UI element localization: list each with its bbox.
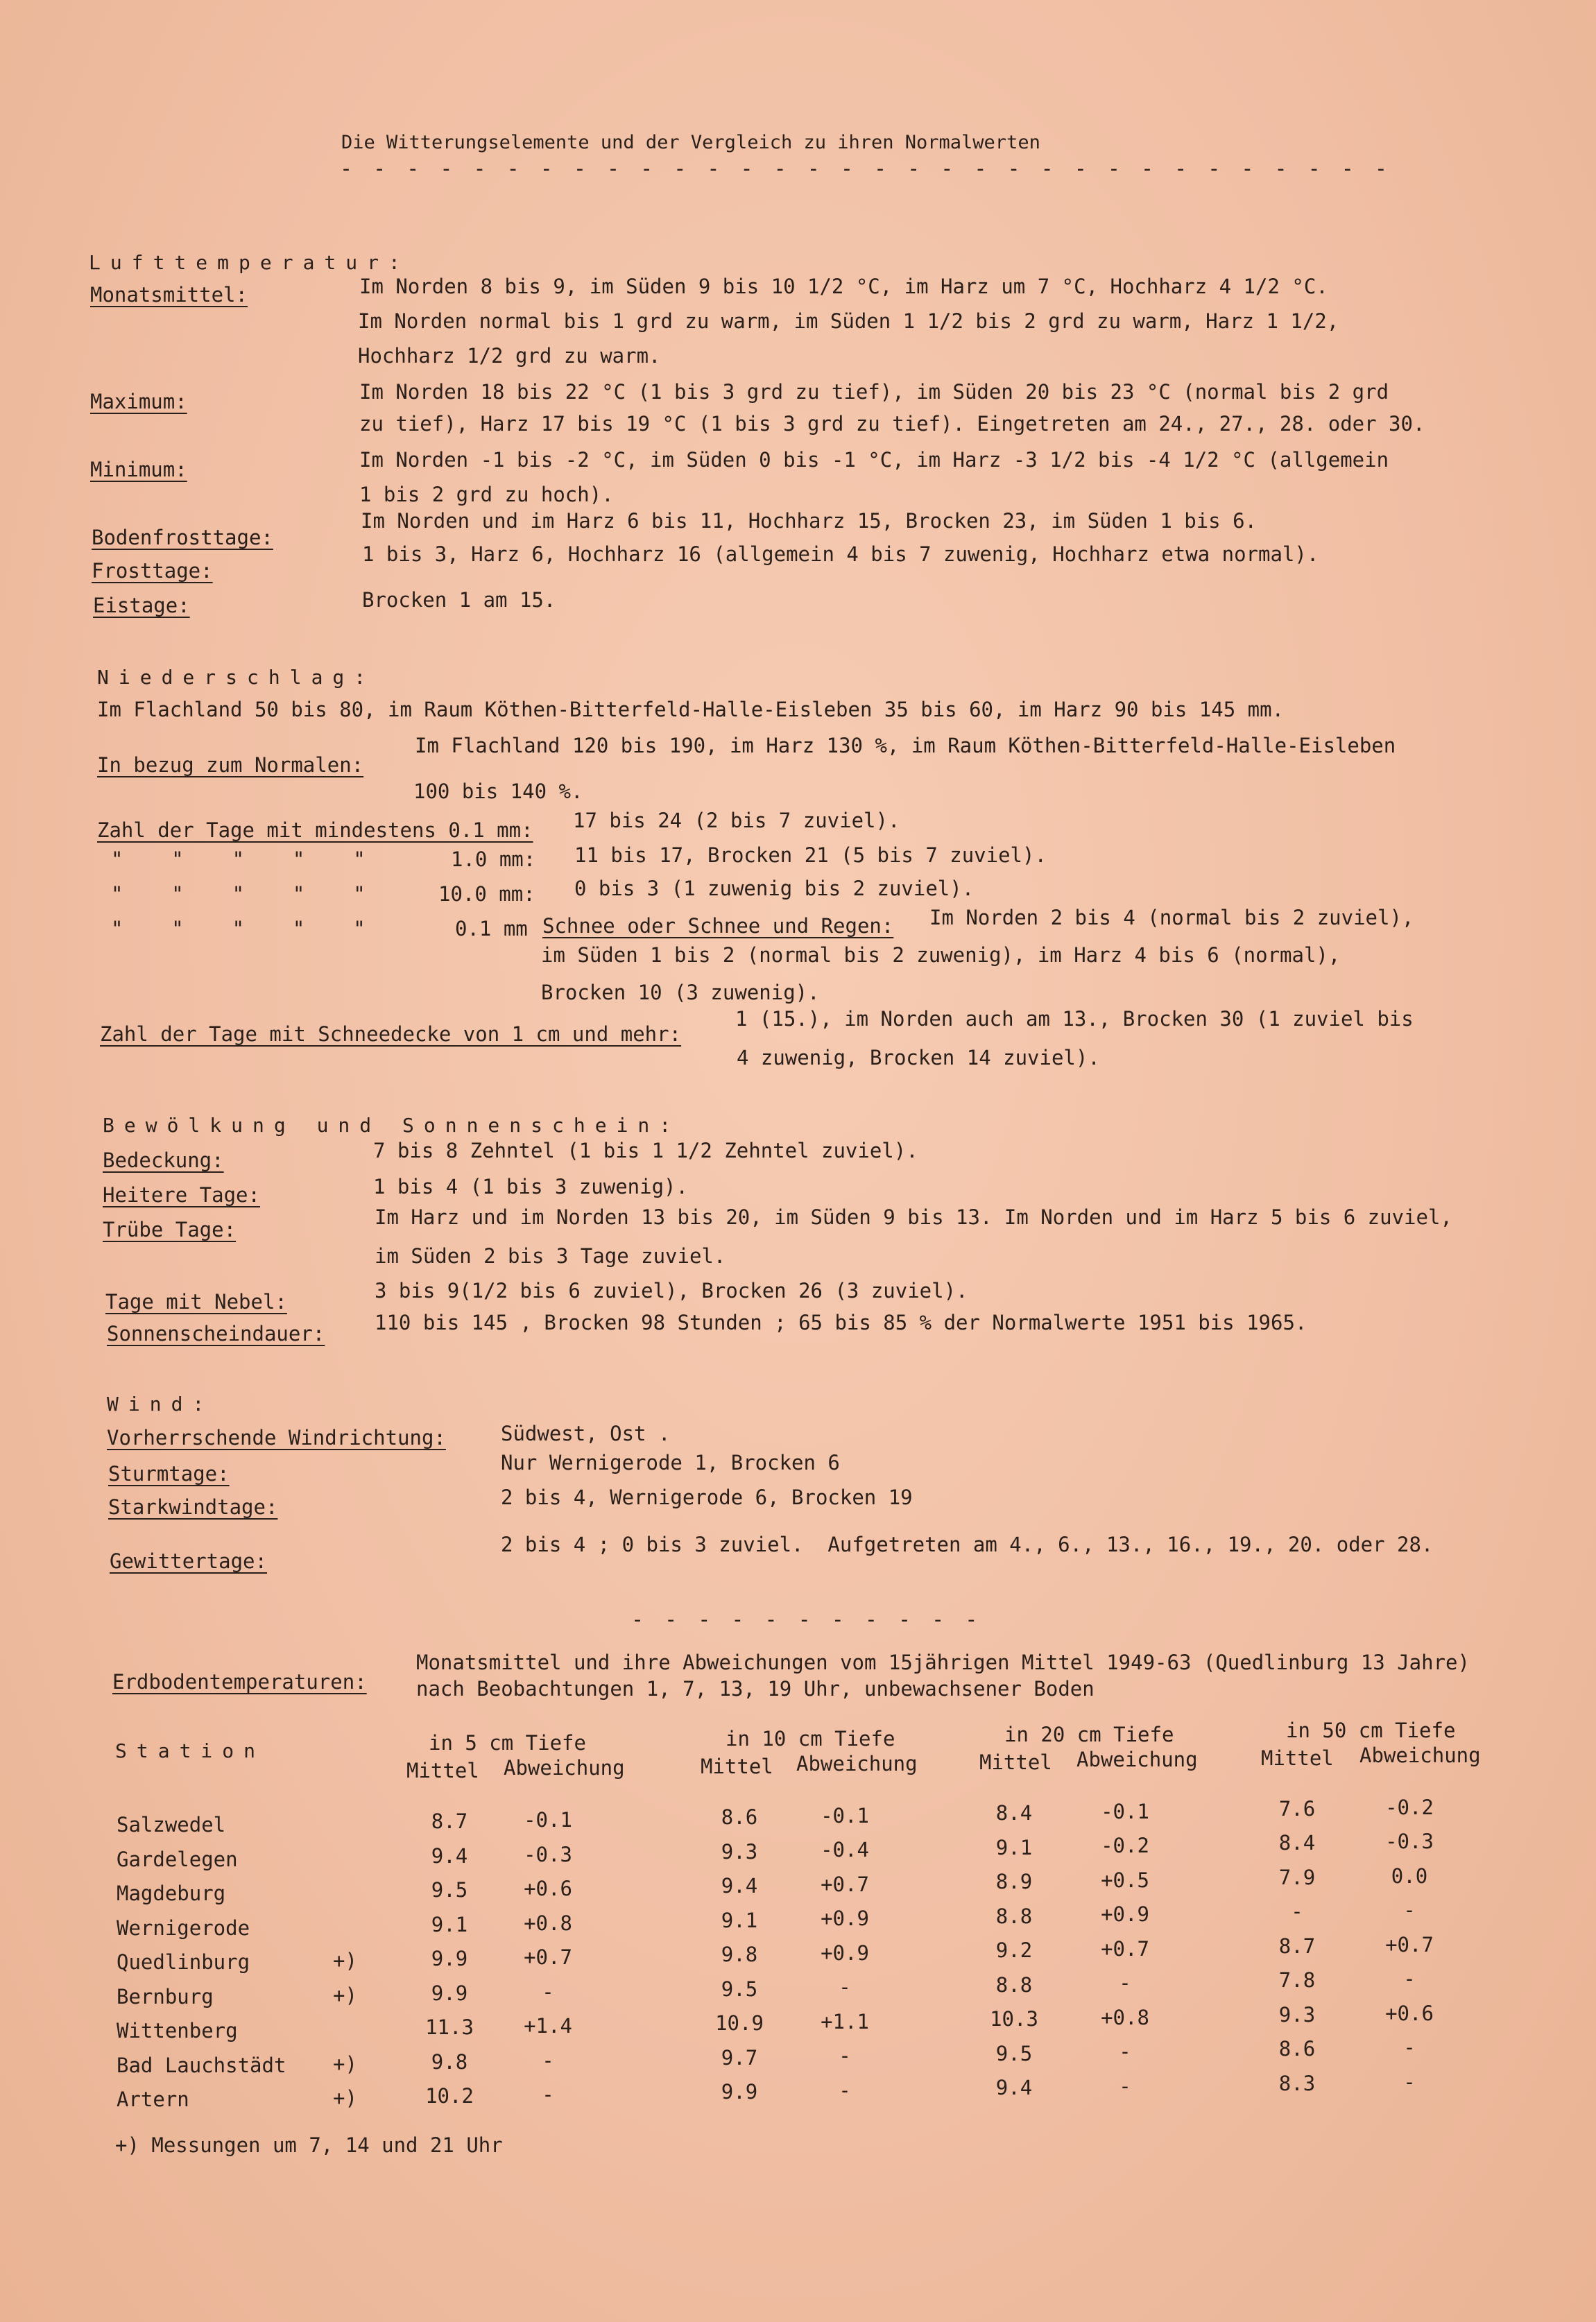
value-schnee-2: im Süden 1 bis 2 (normal bis 2 zuwenig), im Harz 4 bis 6 (normal),	[541, 943, 1341, 967]
table-cell-abweichung: -	[1119, 1971, 1131, 1995]
amount-10mm: 10.0 mm:	[438, 882, 535, 906]
table-cell-abweichung: -0.2	[1101, 1834, 1149, 1858]
niederschlag-line-1: Im Flachland 50 bis 80, im Raum Köthen-Bitterfeld-Halle-Eisleben 35 bis 60, im Harz 90 bis 145 mm.	[97, 698, 1285, 721]
value-monatsmittel-2: Im Norden normal bis 1 grd zu warm, im Süden 1 1/2 bis 2 grd zu warm, Harz 1 1/2,	[358, 309, 1339, 333]
table-row-station-name: Gardelegen	[117, 1847, 238, 1871]
table-cell-mittel: 9.4	[721, 1874, 758, 1898]
table-cell-mittel: 9.9	[431, 1981, 468, 2005]
table-row-station-name: Salzwedel	[117, 1813, 226, 1837]
table-cell-abweichung: -	[542, 2083, 554, 2107]
value-zahl-tage-3: 0 bis 3 (1 zuwenig bis 2 zuviel).	[574, 877, 975, 900]
table-cell-abweichung: -	[839, 2044, 851, 2068]
value-bedeckung: 7 bis 8 Zehntel (1 bis 1 1/2 Zehntel zuviel).	[373, 1139, 918, 1162]
table-row-footnote-mark: +)	[333, 1983, 357, 2007]
table-cell-mittel: 8.9	[995, 1870, 1033, 1894]
table-subheader-mittel-50cm: Mittel	[1261, 1746, 1334, 1770]
table-cell-mittel: 9.9	[431, 1947, 468, 1971]
label-schnee: Schnee oder Schnee und Regen:	[542, 914, 894, 938]
value-schneedecke-2: 4 zuwenig, Brocken 14 zuviel).	[737, 1046, 1100, 1069]
table-cell-abweichung: -	[542, 1979, 554, 2004]
table-cell-abweichung: -0.1	[1101, 1799, 1149, 1823]
table-cell-mittel: 9.1	[721, 1908, 758, 1932]
table-cell-mittel: 8.6	[721, 1805, 758, 1829]
table-header-depth-10cm: in 10 cm Tiefe	[726, 1727, 895, 1751]
label-truebe-tage: Trübe Tage:	[103, 1218, 237, 1241]
value-schnee-1: Im Norden 2 bis 4 (normal bis 2 zuviel),	[929, 906, 1414, 929]
table-cell-mittel: 8.7	[1278, 1934, 1316, 1958]
value-tage-mit-nebel: 3 bis 9(1/2 bis 6 zuviel), Brocken 26 (3 zuviel).	[375, 1279, 968, 1302]
table-cell-mittel: 8.7	[431, 1809, 468, 1834]
table-cell-mittel: 10.3	[990, 2007, 1038, 2031]
table-cell-mittel: 9.1	[431, 1912, 468, 1936]
table-cell-mittel: 10.9	[715, 2011, 764, 2035]
erdboden-description-1: Monatsmittel und ihre Abweichungen vom 15jährigen Mittel 1949-63 (Quedlinburg 13 Jahre)	[416, 1651, 1470, 1674]
table-cell-mittel: 7.9	[1278, 1865, 1316, 1889]
table-cell-abweichung: +0.7	[1101, 1936, 1149, 1961]
value-sonnenscheindauer: 110 bis 145 , Brocken 98 Stunden ; 65 bis 85 % der Normalwerte 1951 bis 1965.	[375, 1311, 1307, 1334]
table-cell-mittel: 10.2	[425, 2084, 474, 2108]
table-header-depth-20cm: in 20 cm Tiefe	[1004, 1723, 1174, 1746]
label-erdbodentemperaturen: Erdbodentemperaturen:	[112, 1670, 367, 1694]
table-cell-mittel: 9.2	[995, 1938, 1033, 1963]
value-schneedecke-1: 1 (15.), im Norden auch am 13., Brocken 30 (1 zuviel bis	[735, 1007, 1414, 1031]
table-header-station: Station	[115, 1739, 266, 1762]
section-heading-niederschlag: Niederschlag:	[97, 666, 376, 689]
table-cell-mittel: 8.6	[1278, 2037, 1316, 2061]
label-windrichtung: Vorherrschende Windrichtung:	[107, 1426, 446, 1450]
value-heitere-tage: 1 bis 4 (1 bis 3 zuwenig).	[373, 1175, 688, 1198]
table-subheader-abweichung-20cm: Abweichung	[1076, 1748, 1198, 1771]
table-cell-mittel: 9.9	[721, 2080, 758, 2104]
value-monatsmittel-1: Im Norden 8 bis 9, im Süden 9 bis 10 1/2 °C, im Harz um 7 °C, Hochharz 4 1/2 °C.	[359, 275, 1328, 298]
value-in-bezug-2: 100 bis 140 %.	[413, 780, 583, 803]
table-subheader-mittel-5cm: Mittel	[406, 1759, 479, 1782]
value-schnee-3: Brocken 10 (3 zuwenig).	[541, 981, 820, 1004]
amount-1mm: 1.0 mm:	[451, 848, 536, 871]
table-cell-abweichung: +0.9	[821, 1907, 869, 1931]
table-cell-abweichung: +0.9	[821, 1941, 869, 1965]
table-row-footnote-mark: +)	[333, 1949, 357, 1972]
table-row-footnote-mark: +)	[333, 2052, 357, 2076]
table-cell-mittel: 9.8	[721, 1943, 758, 1966]
table-cell-mittel: 8.8	[995, 1972, 1033, 1997]
table-row-station-name: Magdeburg	[117, 1882, 226, 1905]
table-cell-abweichung: -	[1403, 1898, 1416, 1923]
table-subheader-abweichung-5cm: Abweichung	[504, 1756, 625, 1780]
label-zahl-tage: Zahl der Tage mit mindestens 0.1 mm:	[97, 818, 533, 842]
table-cell-mittel: 9.1	[995, 1835, 1033, 1859]
label-bedeckung: Bedeckung:	[103, 1149, 224, 1172]
table-cell-abweichung: -	[542, 2048, 554, 2072]
table-row-station-name: Bernburg	[117, 1984, 214, 2009]
table-cell-abweichung: +1.4	[524, 2014, 572, 2038]
table-cell-abweichung: -0.4	[821, 1838, 869, 1862]
table-cell-abweichung: -0.3	[1385, 1830, 1434, 1854]
table-cell-abweichung: -0.1	[821, 1803, 869, 1828]
label-maximum: Maximum:	[90, 390, 187, 413]
table-cell-mittel: 9.5	[995, 2041, 1033, 2065]
table-header-depth-50cm: in 50 cm Tiefe	[1286, 1719, 1456, 1742]
label-starkwindtage: Starkwindtage:	[108, 1495, 278, 1519]
table-cell-mittel: 7.8	[1278, 1968, 1316, 1993]
table-subheader-abweichung-10cm: Abweichung	[796, 1752, 918, 1775]
table-row-footnote-mark: +)	[333, 2086, 357, 2110]
value-zahl-tage-1: 17 bis 24 (2 bis 7 zuviel).	[573, 809, 900, 832]
table-cell-abweichung: +0.6	[524, 1877, 572, 1901]
label-bodenfrosttage: Bodenfrosttage:	[92, 526, 273, 549]
table-cell-mittel: 7.6	[1278, 1796, 1316, 1821]
amount-0-1mm: 0.1 mm	[455, 917, 528, 940]
value-starkwindtage: 2 bis 4, Wernigerode 6, Brocken 19	[501, 1486, 913, 1509]
value-windrichtung: Südwest, Ost .	[501, 1422, 671, 1445]
table-cell-mittel: 8.4	[1278, 1831, 1316, 1855]
table-cell-mittel: 9.7	[721, 2045, 758, 2070]
table-cell-abweichung: +0.5	[1101, 1868, 1149, 1892]
table-row-station-name: Wernigerode	[117, 1916, 250, 1940]
label-tage-mit-nebel: Tage mit Nebel:	[105, 1290, 287, 1314]
table-cell-abweichung: +0.8	[524, 1911, 572, 1935]
table-cell-mittel: 9.3	[1278, 2002, 1316, 2027]
table-subheader-mittel-20cm: Mittel	[979, 1751, 1052, 1774]
table-cell-mittel: 9.5	[721, 1977, 758, 2001]
value-minimum-1: Im Norden -1 bis -2 °C, im Süden 0 bis -1 °C, im Harz -3 1/2 bis -4 1/2 °C (allgemein	[359, 448, 1389, 472]
label-eistage: Eistage:	[93, 594, 190, 617]
label-in-bezug: In bezug zum Normalen:	[97, 753, 364, 777]
document-title: Die Witterungselemente und der Vergleich zu ihren Normalwerten	[341, 132, 1040, 153]
value-maximum-1: Im Norden 18 bis 22 °C (1 bis 3 grd zu tief), im Süden 20 bis 23 °C (normal bis 2 grd	[359, 380, 1389, 404]
value-in-bezug-1: Im Flachland 120 bis 190, im Harz 130 %, im Raum Köthen-Bitterfeld-Halle-Eisleben	[415, 734, 1396, 757]
value-monatsmittel-3: Hochharz 1/2 grd zu warm.	[358, 344, 661, 368]
value-eistage: Brocken 1 am 15.	[362, 588, 556, 612]
label-monatsmittel: Monatsmittel:	[90, 283, 248, 307]
label-gewittertage: Gewittertage:	[110, 1549, 267, 1573]
table-cell-abweichung: +0.7	[821, 1872, 869, 1896]
table-cell-mittel: 8.8	[995, 1904, 1033, 1928]
label-minimum: Minimum:	[90, 458, 187, 481]
table-cell-abweichung: -0.2	[1385, 1795, 1434, 1819]
value-maximum-2: zu tief), Harz 17 bis 19 °C (1 bis 3 grd zu tief). Eingetreten am 24., 27., 28. oder 30.	[359, 412, 1425, 436]
label-heitere-tage: Heitere Tage:	[103, 1183, 260, 1207]
table-footnote: +) Messungen um 7, 14 und 21 Uhr	[115, 2133, 503, 2157]
table-cell-abweichung: -	[1119, 2040, 1131, 2064]
table-row-station-name: Artern	[117, 2088, 189, 2111]
section-heading-wind: Wind:	[107, 1393, 214, 1416]
table-cell-abweichung: +0.7	[1385, 1932, 1434, 1957]
table-header-depth-5cm: in 5 cm Tiefe	[429, 1731, 586, 1755]
table-cell-abweichung: -	[1403, 1967, 1416, 1991]
table-cell-mittel: 9.8	[431, 2049, 468, 2074]
table-row-station-name: Wittenberg	[117, 2019, 238, 2043]
value-sturmtage: Nur Wernigerode 1, Brocken 6	[501, 1451, 840, 1474]
table-cell-abweichung: +1.1	[821, 2009, 869, 2033]
erdboden-description-2: nach Beobachtungen 1, 7, 13, 19 Uhr, unbewachsener Boden	[416, 1677, 1095, 1701]
table-cell-abweichung: +0.6	[1385, 2001, 1434, 2025]
table-cell-abweichung: -	[1119, 2074, 1131, 2098]
title-underline: - - - - - - - - - - - - - - - - - - - - - - - - - - - - - - - -	[340, 157, 1391, 181]
table-cell-abweichung: -0.1	[524, 1808, 572, 1832]
table-cell-mittel: 11.3	[425, 2015, 474, 2040]
table-cell-mittel: 9.4	[995, 2076, 1033, 2100]
value-zahl-tage-2: 11 bis 17, Brocken 21 (5 bis 7 zuviel).	[574, 843, 1047, 867]
label-sonnenscheindauer: Sonnenscheindauer:	[107, 1322, 325, 1345]
label-sturmtage: Sturmtage:	[108, 1462, 230, 1486]
value-gewittertage: 2 bis 4 ; 0 bis 3 zuviel. Aufgetreten am 4., 6., 13., 16., 19., 20. oder 28.	[501, 1533, 1434, 1556]
table-cell-abweichung: -	[1403, 2070, 1416, 2094]
table-cell-mittel: 9.5	[431, 1878, 468, 1902]
label-schneedecke: Zahl der Tage mit Schneedecke von 1 cm und mehr:	[100, 1022, 682, 1046]
ditto-marks-1: " " " " "	[111, 848, 366, 871]
table-row-station-name: Quedlinburg	[117, 1950, 250, 1974]
table-cell-mittel: 9.3	[721, 1839, 758, 1864]
table-cell-abweichung: +0.7	[524, 1945, 572, 1970]
table-cell-abweichung: 0.0	[1391, 1864, 1428, 1888]
section-heading-lufttemperatur: Lufttemperatur:	[89, 251, 410, 274]
table-cell-abweichung: +0.8	[1101, 2005, 1149, 2029]
ditto-marks-3: " " " " "	[111, 917, 366, 940]
value-bodenfrosttage: Im Norden und im Harz 6 bis 11, Hochharz 15, Brocken 23, im Süden 1 bis 6.	[361, 509, 1258, 533]
table-subheader-mittel-10cm: Mittel	[701, 1755, 773, 1778]
section-separator: - - - - - - - - - - -	[631, 1608, 982, 1632]
table-cell-mittel: 8.4	[995, 1801, 1033, 1825]
value-truebe-tage-1: Im Harz und im Norden 13 bis 20, im Süden 9 bis 13. Im Norden und im Harz 5 bis 6 zuviel,	[375, 1205, 1452, 1229]
value-truebe-tage-2: im Süden 2 bis 3 Tage zuviel.	[375, 1244, 726, 1268]
table-cell-mittel: -	[1291, 1900, 1303, 1924]
table-cell-abweichung: +0.9	[1101, 1902, 1149, 1927]
table-cell-abweichung: -	[1403, 2036, 1416, 2060]
table-cell-abweichung: -0.3	[524, 1842, 572, 1866]
table-cell-mittel: 9.4	[431, 1843, 468, 1868]
section-heading-bewoelkung: Bewölkung und Sonnenschein:	[103, 1114, 681, 1137]
label-frosttage: Frosttage:	[92, 559, 213, 583]
value-frosttage: 1 bis 3, Harz 6, Hochharz 16 (allgemein 4 bis 7 zuwenig, Hochharz etwa normal).	[362, 542, 1319, 566]
table-cell-abweichung: -	[839, 2078, 851, 2102]
value-minimum-2: 1 bis 2 grd zu hoch).	[359, 483, 614, 506]
ditto-marks-2: " " " " "	[111, 882, 366, 906]
table-cell-mittel: 8.3	[1278, 2071, 1316, 2095]
table-subheader-abweichung-50cm: Abweichung	[1359, 1744, 1481, 1767]
table-cell-abweichung: -	[839, 1975, 851, 2000]
table-row-station-name: Bad Lauchstädt	[117, 2053, 286, 2077]
